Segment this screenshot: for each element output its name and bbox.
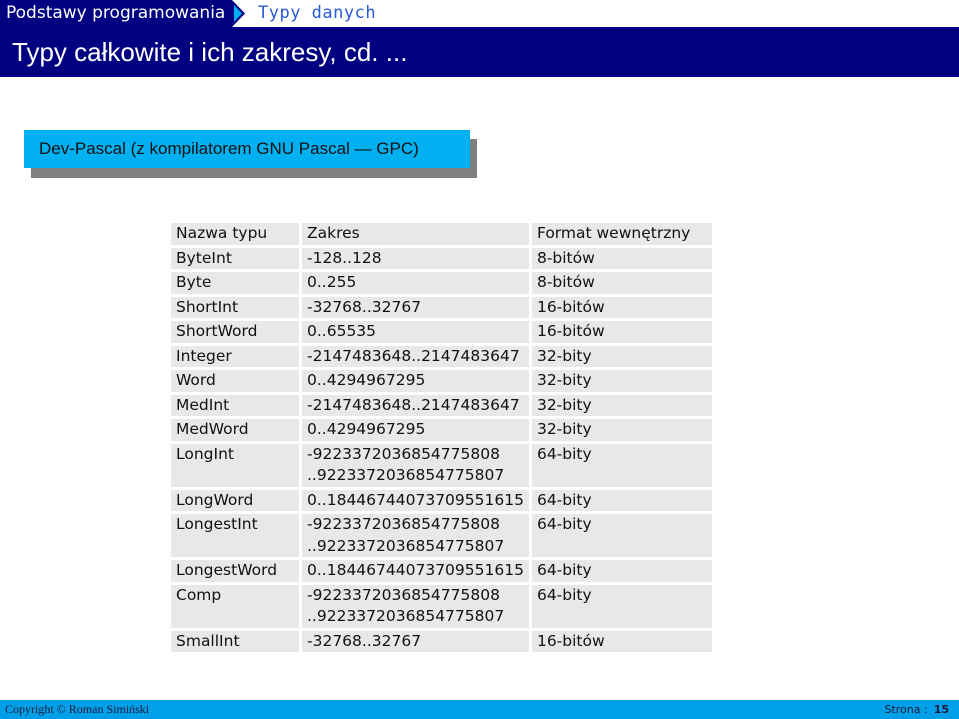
type-name-cell: LongWord: [171, 490, 299, 512]
range-cell: [302, 631, 529, 653]
table-row: [171, 395, 712, 417]
header-bar: [0, 0, 959, 27]
type-name-cell: MedWord: [171, 419, 299, 441]
format-cell: 64-bity: [532, 560, 712, 582]
range-cell: [302, 490, 529, 512]
table-row: [171, 297, 712, 319]
range-line: ..9223372036854775807: [307, 466, 505, 484]
format-cell: 16-bitów: [532, 631, 712, 653]
type-name-cell: ByteInt: [171, 248, 299, 270]
range-cell: [302, 346, 529, 368]
types-table: [168, 220, 715, 655]
range-cell: [302, 514, 529, 557]
type-name-cell: Word: [171, 370, 299, 392]
breadcrumb-arrow-icon: [232, 0, 246, 27]
type-name-cell: Integer: [171, 346, 299, 368]
range-cell: [302, 370, 529, 392]
format-cell: 8-bitów: [532, 248, 712, 270]
format-cell: 8-bitów: [532, 272, 712, 294]
range-line: 0..255: [307, 273, 357, 291]
page-label: Strona :: [884, 703, 928, 716]
range-line: ..9223372036854775807: [307, 536, 505, 555]
range-line: -32768..32767: [307, 297, 422, 316]
format-cell: 64-bity: [532, 514, 712, 557]
header-type-name: Nazwa typu: [171, 223, 299, 245]
format-cell: 16-bitów: [532, 321, 712, 343]
type-name-cell: SmallInt: [171, 631, 299, 653]
footer-bar: [0, 700, 959, 719]
table-row: [171, 321, 712, 343]
range-cell: [302, 444, 529, 487]
page-number: 15: [933, 703, 949, 716]
section-breadcrumb: Podstawy programowania: [0, 0, 232, 27]
type-name-cell: LongInt: [171, 444, 299, 487]
range-cell: [302, 585, 529, 628]
topic-breadcrumb: Typy danych: [258, 3, 377, 23]
format-cell: 32-bity: [532, 395, 712, 417]
table-row: [171, 370, 712, 392]
range-cell: [302, 297, 529, 319]
range-line: -9223372036854775808: [307, 585, 500, 604]
range-line: ..9223372036854775807: [307, 607, 505, 625]
table-body: [171, 248, 712, 653]
range-line: -2147483648..2147483647: [307, 346, 520, 365]
format-cell: 16-bitów: [532, 297, 712, 319]
range-line: 0..65535: [307, 322, 377, 340]
type-name-cell: MedInt: [171, 395, 299, 417]
type-name-cell: ShortWord: [171, 321, 299, 343]
compiler-label-box: Dev-Pascal (z kompilatorem GNU Pascal — GPC): [24, 130, 470, 168]
range-cell: [302, 248, 529, 270]
table-row: [171, 560, 712, 582]
type-name-cell: ShortInt: [171, 297, 299, 319]
table-row: [171, 346, 712, 368]
table-row: [171, 272, 712, 294]
table-row: [171, 514, 712, 557]
page-indicator: [884, 700, 949, 719]
range-line: -128..128: [307, 248, 382, 267]
table-row: [171, 444, 712, 487]
table-row: [171, 631, 712, 653]
range-cell: [302, 560, 529, 582]
range-cell: [302, 419, 529, 441]
type-name-cell: Comp: [171, 585, 299, 628]
format-cell: 32-bity: [532, 370, 712, 392]
type-name-cell: LongestWord: [171, 560, 299, 582]
header-range: Zakres: [302, 223, 529, 245]
table-header-row: [171, 223, 712, 245]
type-name-cell: Byte: [171, 272, 299, 294]
format-cell: 64-bity: [532, 585, 712, 628]
format-cell: 32-bity: [532, 346, 712, 368]
range-line: -9223372036854775808: [307, 515, 500, 533]
range-cell: [302, 321, 529, 343]
range-line: 0..18446744073709551615: [307, 561, 524, 579]
header-format: Format wewnętrzny: [532, 223, 712, 245]
range-line: -9223372036854775808: [307, 444, 500, 463]
format-cell: 64-bity: [532, 490, 712, 512]
slide-title: Typy całkowite i ich zakresy, cd. ...: [0, 27, 959, 77]
table-row: [171, 585, 712, 628]
table-row: [171, 419, 712, 441]
copyright-text: Copyright © Roman Simiński: [5, 702, 150, 716]
range-line: -2147483648..2147483647: [307, 395, 520, 414]
range-line: -32768..32767: [307, 631, 422, 650]
table-row: [171, 248, 712, 270]
range-cell: [302, 395, 529, 417]
format-cell: 32-bity: [532, 419, 712, 441]
range-cell: [302, 272, 529, 294]
type-name-cell: LongestInt: [171, 514, 299, 557]
range-line: 0..4294967295: [307, 420, 426, 438]
table-row: [171, 490, 712, 512]
format-cell: 64-bity: [532, 444, 712, 487]
range-line: 0..4294967295: [307, 371, 426, 389]
range-line: 0..18446744073709551615: [307, 490, 524, 509]
